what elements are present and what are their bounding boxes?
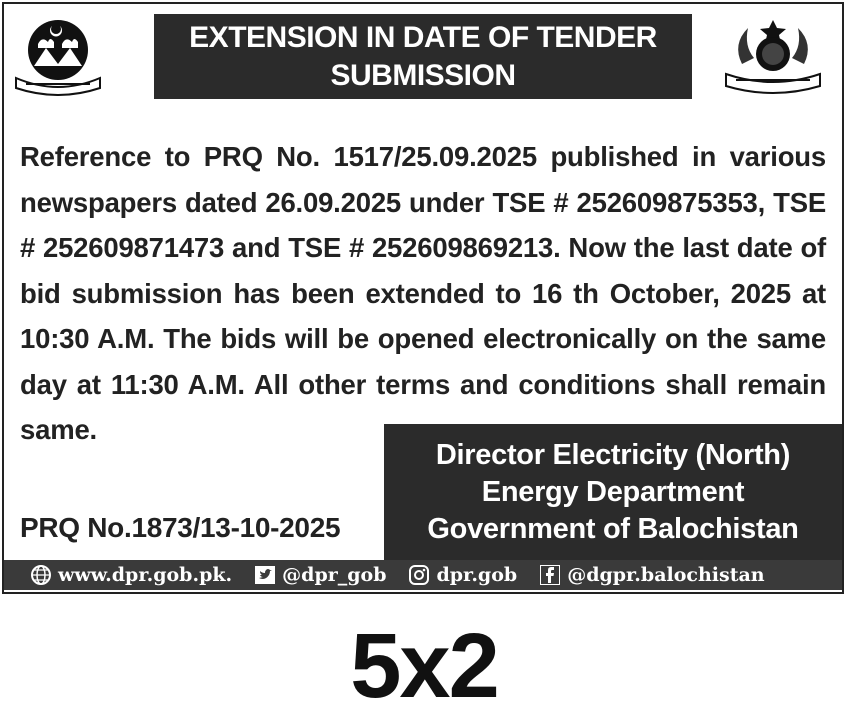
notice-title-line-2: SUBMISSION [330,58,516,92]
footer-twitter[interactable] [254,564,386,586]
twitter-icon [254,564,276,586]
footer-bar [4,560,842,590]
footer-website-text: www.dpr.gob.pk. [58,564,233,586]
footer-facebook[interactable] [539,564,764,586]
footer-twitter-text: @dpr_gob [282,564,387,586]
globe-icon [30,564,52,586]
footer-instagram[interactable] [408,564,517,586]
instagram-icon [408,564,430,586]
footer-facebook-text: @dgpr.balochistan [567,564,765,586]
signature-box [384,424,842,560]
facebook-icon [539,564,561,586]
ad-size-label: 5x2 [350,615,498,717]
signature-line-3: Government of Balochistan [427,512,799,545]
notice-body-paragraph: Reference to PRQ No. 1517/25.09.2025 published in various newspapers dated 26.09.2025 under TSE # 252609875353, TSE # 252609871473 and TSE # 252609869213. Now the last date of bid submission has been extended to 16 th October, 2025 at 10:30 A.M. The bids will be opened electronically on the same day at 11:30 A.M. All other terms and conditions shall remain same. [20,141,826,445]
notice-title-box [154,14,692,99]
notice-title-line-1: EXTENSION IN DATE OF TENDER [189,20,657,54]
signature-line-2: Energy Department [481,475,745,508]
footer-instagram-text: dpr.gob [436,564,518,586]
prq-number: PRQ No.1873/13-10-2025 [20,512,341,543]
signature-line-1: Director Electricity (North) [435,438,791,471]
footer-website[interactable] [30,564,232,586]
balochistan-seal-logo [12,14,104,96]
dgpr-emblem-logo [716,14,830,96]
